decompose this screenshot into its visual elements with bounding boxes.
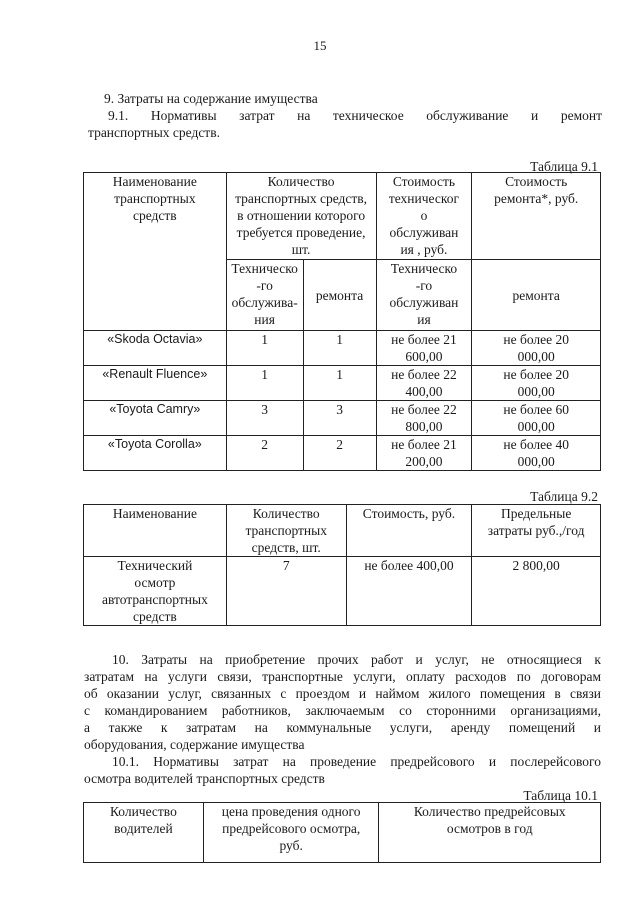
header-name: Наименование транспортных средств xyxy=(84,173,227,331)
header-cost-repair: Стоимость ремонта*, руб. xyxy=(472,173,601,260)
header-cost-service: Стоимость техническог о обслуживан ия , руб. xyxy=(376,173,472,260)
row-cost-service: не более 21 600,00 xyxy=(376,331,472,366)
header-count: Количество предрейсовых осмотров в год xyxy=(379,803,601,863)
section-10-1-line1: 10.1. Нормативы затрат на проведение предрейсового и послерейсового xyxy=(112,754,601,769)
table-row xyxy=(84,557,601,626)
row-name: «Toyota Corolla» xyxy=(84,436,227,471)
table-10-1-header-row xyxy=(84,803,601,863)
row-service: 2 xyxy=(226,436,303,471)
header-drivers: Количество водителей xyxy=(84,803,204,863)
section-10-line3: об оказании услуг, связанных с проездом и наймом жилого помещения в связи xyxy=(84,686,601,701)
table-9-1-caption: Таблица 9.1 xyxy=(530,159,598,174)
table-10-1 xyxy=(83,802,601,863)
table-9-2 xyxy=(83,504,601,626)
section-10-line5: а также к затратам на коммунальные услуги, аренду помещений и xyxy=(84,720,601,735)
row-cost-service: не более 22 400,00 xyxy=(376,366,472,401)
section-10-line6: оборудования, содержание имущества xyxy=(84,737,305,752)
table-9-2-caption: Таблица 9.2 xyxy=(530,489,598,504)
table-row xyxy=(84,401,601,436)
header-qty: Количество транспортных средств, в отношении которого требуется проведение, шт. xyxy=(226,173,376,260)
row-cost-repair: не более 60 000,00 xyxy=(472,401,601,436)
subheader-qty-service: Техническо -го обслужива- ния xyxy=(226,260,303,331)
row-limit: 2 800,00 xyxy=(472,557,601,626)
row-name: «Toyota Camry» xyxy=(84,401,227,436)
row-name: «Skoda Octavia» xyxy=(84,331,227,366)
row-name: «Renault Fluence» xyxy=(84,366,227,401)
table-9-1 xyxy=(83,172,601,471)
section-10-line1: 10. Затраты на приобретение прочих работ и услуг, не относящиеся к xyxy=(112,652,601,667)
table-9-1-header-row xyxy=(84,173,601,260)
row-repair: 3 xyxy=(303,401,376,436)
table-row xyxy=(84,366,601,401)
subheader-qty-repair: ремонта xyxy=(303,260,376,331)
table-9-2-header-row xyxy=(84,505,601,557)
subheader-cost-repair: ремонта xyxy=(472,260,601,331)
row-repair: 1 xyxy=(303,366,376,401)
row-service: 3 xyxy=(226,401,303,436)
header-limit: Предельные затраты руб.,/год xyxy=(472,505,601,557)
section-10-1-line2: осмотра водителей транспортных средств xyxy=(84,771,325,786)
row-cost-service: не более 22 800,00 xyxy=(376,401,472,436)
table-10-1-caption: Таблица 10.1 xyxy=(523,788,598,803)
row-cost-service: не более 21 200,00 xyxy=(376,436,472,471)
section-9-1-line2: транспортных средств. xyxy=(88,125,220,140)
row-service: 1 xyxy=(226,331,303,366)
subheader-cost-service: Техническо -го обслуживан ия xyxy=(376,260,472,331)
table-row xyxy=(84,331,601,366)
section-9-heading: 9. Затраты на содержание имущества xyxy=(104,91,318,106)
row-repair: 2 xyxy=(303,436,376,471)
section-9-1-line1: 9.1. Нормативы затрат на техническое обслуживание и ремонт xyxy=(108,108,602,123)
row-cost: не более 400,00 xyxy=(346,557,472,626)
header-price: цена проведения одного предрейсового осмотра, руб. xyxy=(203,803,379,863)
row-cost-repair: не более 20 000,00 xyxy=(472,331,601,366)
section-10-line4: с командированием работников, заключаемым со сторонними организациями, xyxy=(84,703,601,718)
header-cost: Стоимость, руб. xyxy=(346,505,472,557)
header-name: Наименование xyxy=(84,505,227,557)
row-cost-repair: не более 20 000,00 xyxy=(472,366,601,401)
page-number: 15 xyxy=(313,38,327,53)
header-qty: Количество транспортных средств, шт. xyxy=(226,505,346,557)
row-qty: 7 xyxy=(226,557,346,626)
row-repair: 1 xyxy=(303,331,376,366)
table-row xyxy=(84,436,601,471)
row-service: 1 xyxy=(226,366,303,401)
row-name: Технический осмотр автотранспортных средств xyxy=(84,557,227,626)
section-10-line2: затратам на услуги связи, транспортные услуги, оплату расходов по договорам xyxy=(84,669,601,684)
row-cost-repair: не более 40 000,00 xyxy=(472,436,601,471)
